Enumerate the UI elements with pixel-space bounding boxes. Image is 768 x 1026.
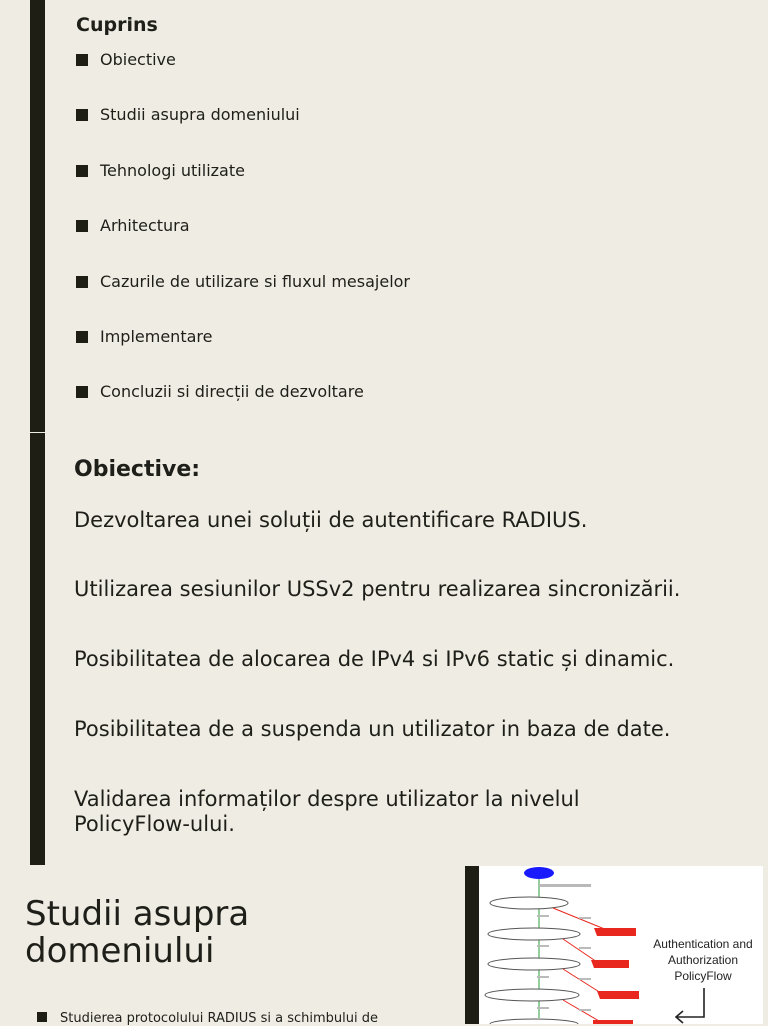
bullet-square-icon — [76, 386, 88, 398]
label-scribble — [537, 1007, 549, 1009]
flow-node-shape — [488, 958, 580, 970]
list-item-label: Studierea protocolului RADIUS si a schimbului de — [60, 1011, 378, 1026]
bullet-square-icon — [76, 220, 88, 232]
flow-node-shape — [490, 1019, 578, 1024]
slide-accent-bar — [30, 433, 45, 865]
label-scribble — [579, 978, 591, 980]
fail-flow-line — [563, 969, 601, 993]
policyflow-diagram-image — [479, 866, 763, 1024]
bullet-square-icon — [76, 109, 88, 121]
objective-item: Posibilitatea de alocarea de IPv4 si IPv6 static și dinamic. — [74, 647, 675, 671]
slide-accent-bar — [30, 0, 45, 432]
list-item-label: Tehnologi utilizate — [100, 161, 245, 180]
list-item — [76, 161, 245, 181]
label-scribble — [579, 1009, 591, 1011]
diagram-caption: Authentication and Authorization PolicyFlow — [653, 937, 753, 983]
list-item — [76, 272, 410, 292]
fail-flow-line — [563, 939, 597, 962]
list-item — [76, 327, 212, 347]
flow-node-shape — [490, 897, 568, 909]
image-accent-bar — [465, 866, 479, 1024]
bullet-square-icon — [76, 331, 88, 343]
bullet-square-icon — [37, 1012, 47, 1022]
fail-node-shape — [597, 991, 639, 999]
list-item-label: Studii asupra domeniului — [100, 105, 300, 124]
list-item-label: Obiective — [100, 50, 176, 69]
fail-node-shape — [591, 960, 629, 968]
list-item — [76, 50, 176, 70]
bullet-square-icon — [76, 54, 88, 66]
flow-node-shape — [488, 928, 580, 940]
list-item-label: Cazurile de utilizare si fluxul mesajelor — [100, 272, 411, 291]
start-node-shape — [524, 867, 554, 879]
bullet-square-icon — [76, 276, 88, 288]
label-scribble — [579, 947, 591, 949]
slide-title: Obiective: — [74, 457, 201, 482]
list-item-label: Implementare — [100, 327, 213, 346]
label-scribble — [537, 976, 549, 978]
fail-node-shape — [594, 928, 636, 936]
fail-node-shape — [593, 1020, 633, 1024]
label-scribble — [537, 945, 549, 947]
label-scribble — [537, 915, 549, 917]
objective-item: Validarea informaților despre utilizator la nivelul PolicyFlow-ului. — [74, 787, 580, 836]
slide-title: Cuprins — [76, 14, 158, 36]
slide-title: Studii asupra domeniului — [25, 894, 250, 971]
flow-node-shape — [485, 989, 579, 1001]
list-item-label: Arhitectura — [100, 216, 190, 235]
objective-item: Posibilitatea de a suspenda un utilizator in baza de date. — [74, 717, 671, 741]
list-item — [76, 216, 190, 236]
list-item — [76, 105, 300, 125]
label-scribble — [579, 917, 591, 919]
objective-item: Utilizarea sesiunilor USSv2 pentru realizarea sincronizării. — [74, 577, 681, 601]
list-item-label: Concluzii si direcții de dezvoltare — [100, 382, 364, 401]
objective-item: Dezvoltarea unei soluții de autentificare RADIUS. — [74, 508, 588, 532]
list-item — [76, 382, 364, 402]
bullet-square-icon — [76, 165, 88, 177]
label-scribble — [539, 884, 591, 887]
